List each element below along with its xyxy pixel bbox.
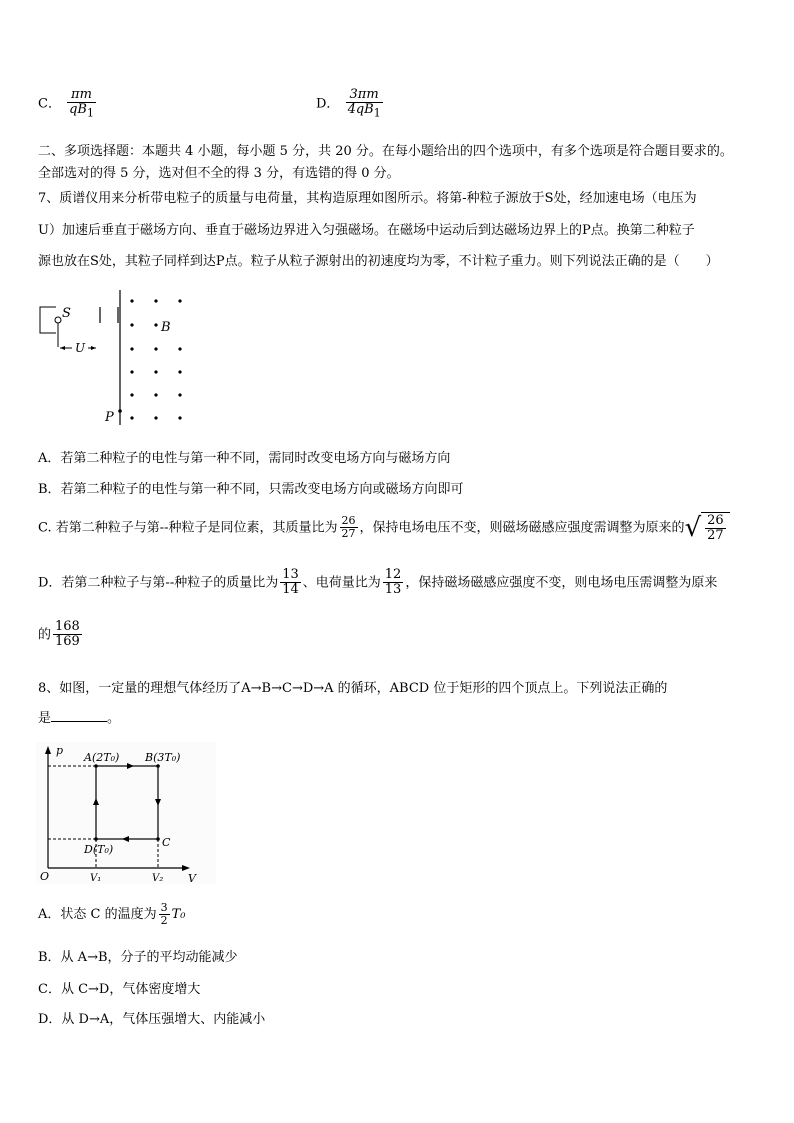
q7-option-d-voltage-num: 168	[55, 619, 80, 634]
q8-option-c: C．从 C→D，气体密度增大	[38, 982, 201, 997]
q8-option-a	[38, 902, 186, 927]
q7-option-c	[38, 512, 730, 544]
magnetic-field-dots	[130, 299, 181, 419]
label-b: B(3T₀)	[145, 751, 181, 764]
q6-option-d-fraction	[346, 88, 383, 120]
q7-figure	[30, 285, 200, 430]
q6-option-d-den-text: 4qB	[347, 102, 374, 118]
q6-option-c-den-text: qB	[69, 102, 87, 118]
q6-option-d	[316, 88, 385, 120]
label-d: D(T₀)	[84, 843, 114, 856]
q8-stem-line1: 8、如图，一定量的理想气体经历了A→B→C→D→A 的循环，ABCD 位于矩形的四个顶点上。下列说法正确的	[38, 681, 668, 696]
label-s: S	[62, 306, 71, 321]
q7-option-d-mass-num: 13	[282, 567, 299, 582]
section2-line1: 二、多项选择题：本题共 4 小题，每小题 5 分，共 20 分。在每小题给出的四个选项中，有多个选项是符合题目要求的。	[38, 144, 733, 159]
q7-option-d	[38, 568, 717, 598]
q7-option-c-ratio-num: 26	[341, 514, 356, 528]
q6-option-c-denominator	[67, 103, 96, 120]
q7-option-b: B．若第二种粒子的电性与第一种不同，只需改变电场方向或磁场方向即可	[38, 482, 464, 497]
q7-option-d-charge-ratio	[383, 568, 404, 598]
q8-figure	[36, 742, 216, 884]
q7-option-a: A．若第二种粒子的电性与第一种不同，需同时改变电场方向与磁场方向	[38, 451, 451, 466]
q7-stem-line2: U）加速后垂直于磁场方向、垂直于磁场边界进入匀强磁场。在磁场中运动后到达磁场边界上的P点。换第二种粒子	[38, 223, 695, 238]
q7-option-d-voltage-den: 169	[55, 634, 80, 650]
axis-p-label: p	[56, 744, 64, 757]
q8-stem-period: 。	[107, 711, 121, 726]
q7-option-d-text1: D．若第二种粒子与第--种粒子的质量比为	[38, 575, 279, 591]
q8-option-a-num: 3	[160, 901, 168, 914]
q6-option-c-label: C．	[38, 96, 61, 112]
origin-label: O	[40, 870, 50, 883]
q6-option-d-numerator: 3πm	[346, 88, 383, 103]
q7-option-c-sqrt-num: 26	[707, 513, 724, 528]
q7-option-c-sqrt	[685, 512, 730, 544]
q7-option-c-sqrt-frac	[705, 514, 726, 544]
q8-option-d: D．从 D→A，气体压强增大、内能减小	[38, 1012, 266, 1027]
q6-option-c	[38, 88, 98, 120]
axis-v-label: V	[188, 872, 196, 884]
q6-option-d-denominator	[346, 103, 383, 120]
q7-option-d-charge-num: 12	[384, 567, 402, 582]
q7-option-d-mass-ratio	[280, 568, 301, 598]
label-a: A(2T₀)	[84, 751, 120, 764]
source-point	[55, 317, 61, 323]
source-box	[40, 307, 56, 333]
point-p	[118, 409, 122, 413]
q8-option-a-den: 2	[160, 914, 168, 928]
q7-option-c-text1: C. 若第二种粒子与第--种粒子是同位素，其质量比为	[38, 520, 338, 536]
q8-option-b: B．从 A→B，分子的平均动能减少	[38, 950, 238, 965]
q6-option-c-fraction	[67, 88, 96, 120]
q7-option-d-text4: 的	[38, 627, 52, 643]
q8-option-a-text: A．状态 C 的温度为	[38, 907, 157, 923]
q8-option-a-t0: T₀	[171, 907, 186, 923]
label-b: B	[161, 320, 171, 335]
q7-option-d-text2: 、电荷量比为	[302, 575, 381, 591]
label-c: C	[162, 836, 171, 849]
q7-option-d-line2	[38, 620, 84, 650]
q6-option-d-den-sub: 1	[373, 106, 381, 120]
q7-option-c-ratio	[340, 515, 358, 540]
q7-option-c-text2: ，保持电场电压不变，则磁场磁感应强度需调整为原来的	[359, 520, 685, 536]
q6-option-c-den-sub: 1	[86, 106, 94, 120]
q8-stem-text: 是	[38, 711, 52, 726]
q8-option-a-fraction	[159, 902, 170, 927]
q7-option-d-charge-den: 13	[384, 582, 402, 598]
label-v1: V₁	[90, 873, 102, 884]
q8-stem-line2	[38, 707, 120, 726]
label-v2: V₂	[152, 873, 164, 884]
q6-option-d-label: D．	[316, 96, 340, 112]
label-u: U	[75, 341, 86, 355]
u-arrow-head-right	[91, 346, 96, 350]
q6-option-c-numerator: πm	[67, 88, 96, 103]
q7-option-c-ratio-den: 27	[341, 527, 356, 541]
q7-option-d-mass-den: 14	[282, 582, 299, 598]
q7-stem-line3: 源也放在S处，其粒子同样到达P点。粒子从粒子源射出的初速度均为零，不计粒子重力。则下列说法正确的是（ ）	[38, 254, 719, 269]
label-p: P	[105, 410, 114, 425]
sqrt-sign-icon: √	[684, 512, 702, 543]
q7-option-d-text3: ，保持磁场磁感应强度不变，则电场电压需调整为原来	[405, 575, 718, 591]
u-arrow-head-left	[60, 346, 65, 350]
section2-line2: 全部选对的得 5 分，选对但不全的得 3 分，有选错的得 0 分。	[38, 166, 400, 181]
q7-option-c-sqrt-den: 27	[707, 528, 724, 544]
answer-blank[interactable]	[51, 709, 107, 722]
q7-stem-line1: 7、质谱仪用来分析带电粒子的质量与电荷量，其构造原理如图所示。将第-种粒子源放于S处，经加速电场（电压为	[38, 191, 697, 206]
q7-option-d-voltage-ratio	[53, 620, 82, 650]
